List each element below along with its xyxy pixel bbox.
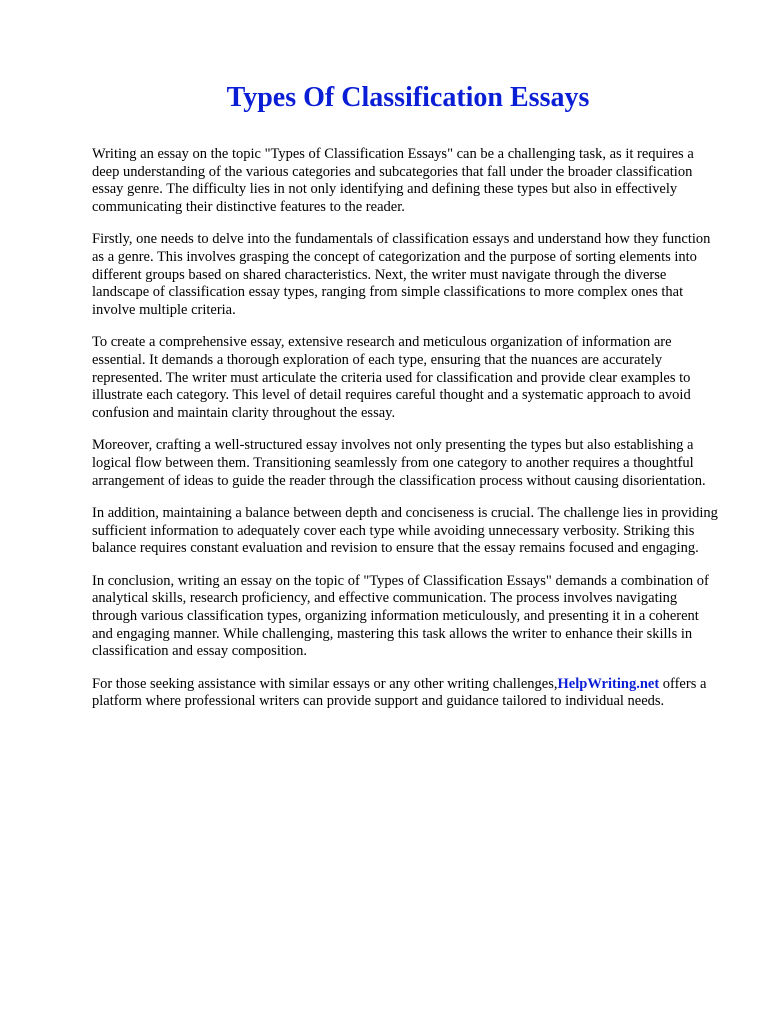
helpwriting-link[interactable]: HelpWriting.net bbox=[557, 675, 660, 692]
document-body bbox=[92, 146, 722, 726]
closing-text-after-link: offers a platform where professional writers can provide support and guidance tailored to individual needs. bbox=[92, 675, 707, 710]
paragraph: In addition, maintaining a balance between depth and conciseness is crucial. The challenge lies in providing sufficient information to adequately cover each type while avoiding unnecessary verbosity. Striking this balance requires constant evaluation and revision to ensure that the essay remains focused and engaging. bbox=[92, 505, 718, 557]
paragraph: In conclusion, writing an essay on the topic of "Types of Classification Essays" demands a combination of analytical skills, research proficiency, and effective communication. The process involves navigating through various classification types, organizing information meticulously, and presenting it in a coherent and engaging manner. While challenging, mastering this task allows the writer to enhance their skills in classification and essay composition. bbox=[92, 572, 709, 660]
closing-paragraph bbox=[92, 676, 722, 711]
paragraph: Writing an essay on the topic "Types of Classification Essays" can be a challenging task, as it requires a deep understanding of the various categories and subcategories that fall under the broader classification essay genre. The difficulty lies in not only identifying and defining these types but also in effectively communicating their distinctive features to the reader. bbox=[92, 146, 694, 215]
document-title: Types Of Classification Essays bbox=[226, 82, 590, 113]
paragraph: To create a comprehensive essay, extensive research and meticulous organization of information are essential. It demands a thorough exploration of each type, ensuring that the nuances are accurately represented. The writer must articulate the criteria used for classification and provide clear examples to illustrate each category. This level of detail requires careful thought and a systematic approach to avoid confusion and maintain clarity throughout the essay. bbox=[92, 334, 691, 421]
closing-text-before-link: For those seeking assistance with similar essays or any other writing challenges, bbox=[92, 675, 558, 692]
paragraph: Moreover, crafting a well-structured essay involves not only presenting the types but also establishing a logical flow between them. Transitioning seamlessly from one category to another requires a thoughtful arrangement of ideas to guide the reader through the classification process without causing disorientation. bbox=[92, 437, 706, 489]
paragraph: Firstly, one needs to delve into the fundamentals of classification essays and understand how they function as a genre. This involves grasping the concept of categorization and the purpose of sorting elements into different groups based on shared characteristics. Next, the writer must navigate through the diverse landscape of classification essay types, ranging from simple classifications to more complex ones that involve multiple criteria. bbox=[92, 231, 711, 318]
